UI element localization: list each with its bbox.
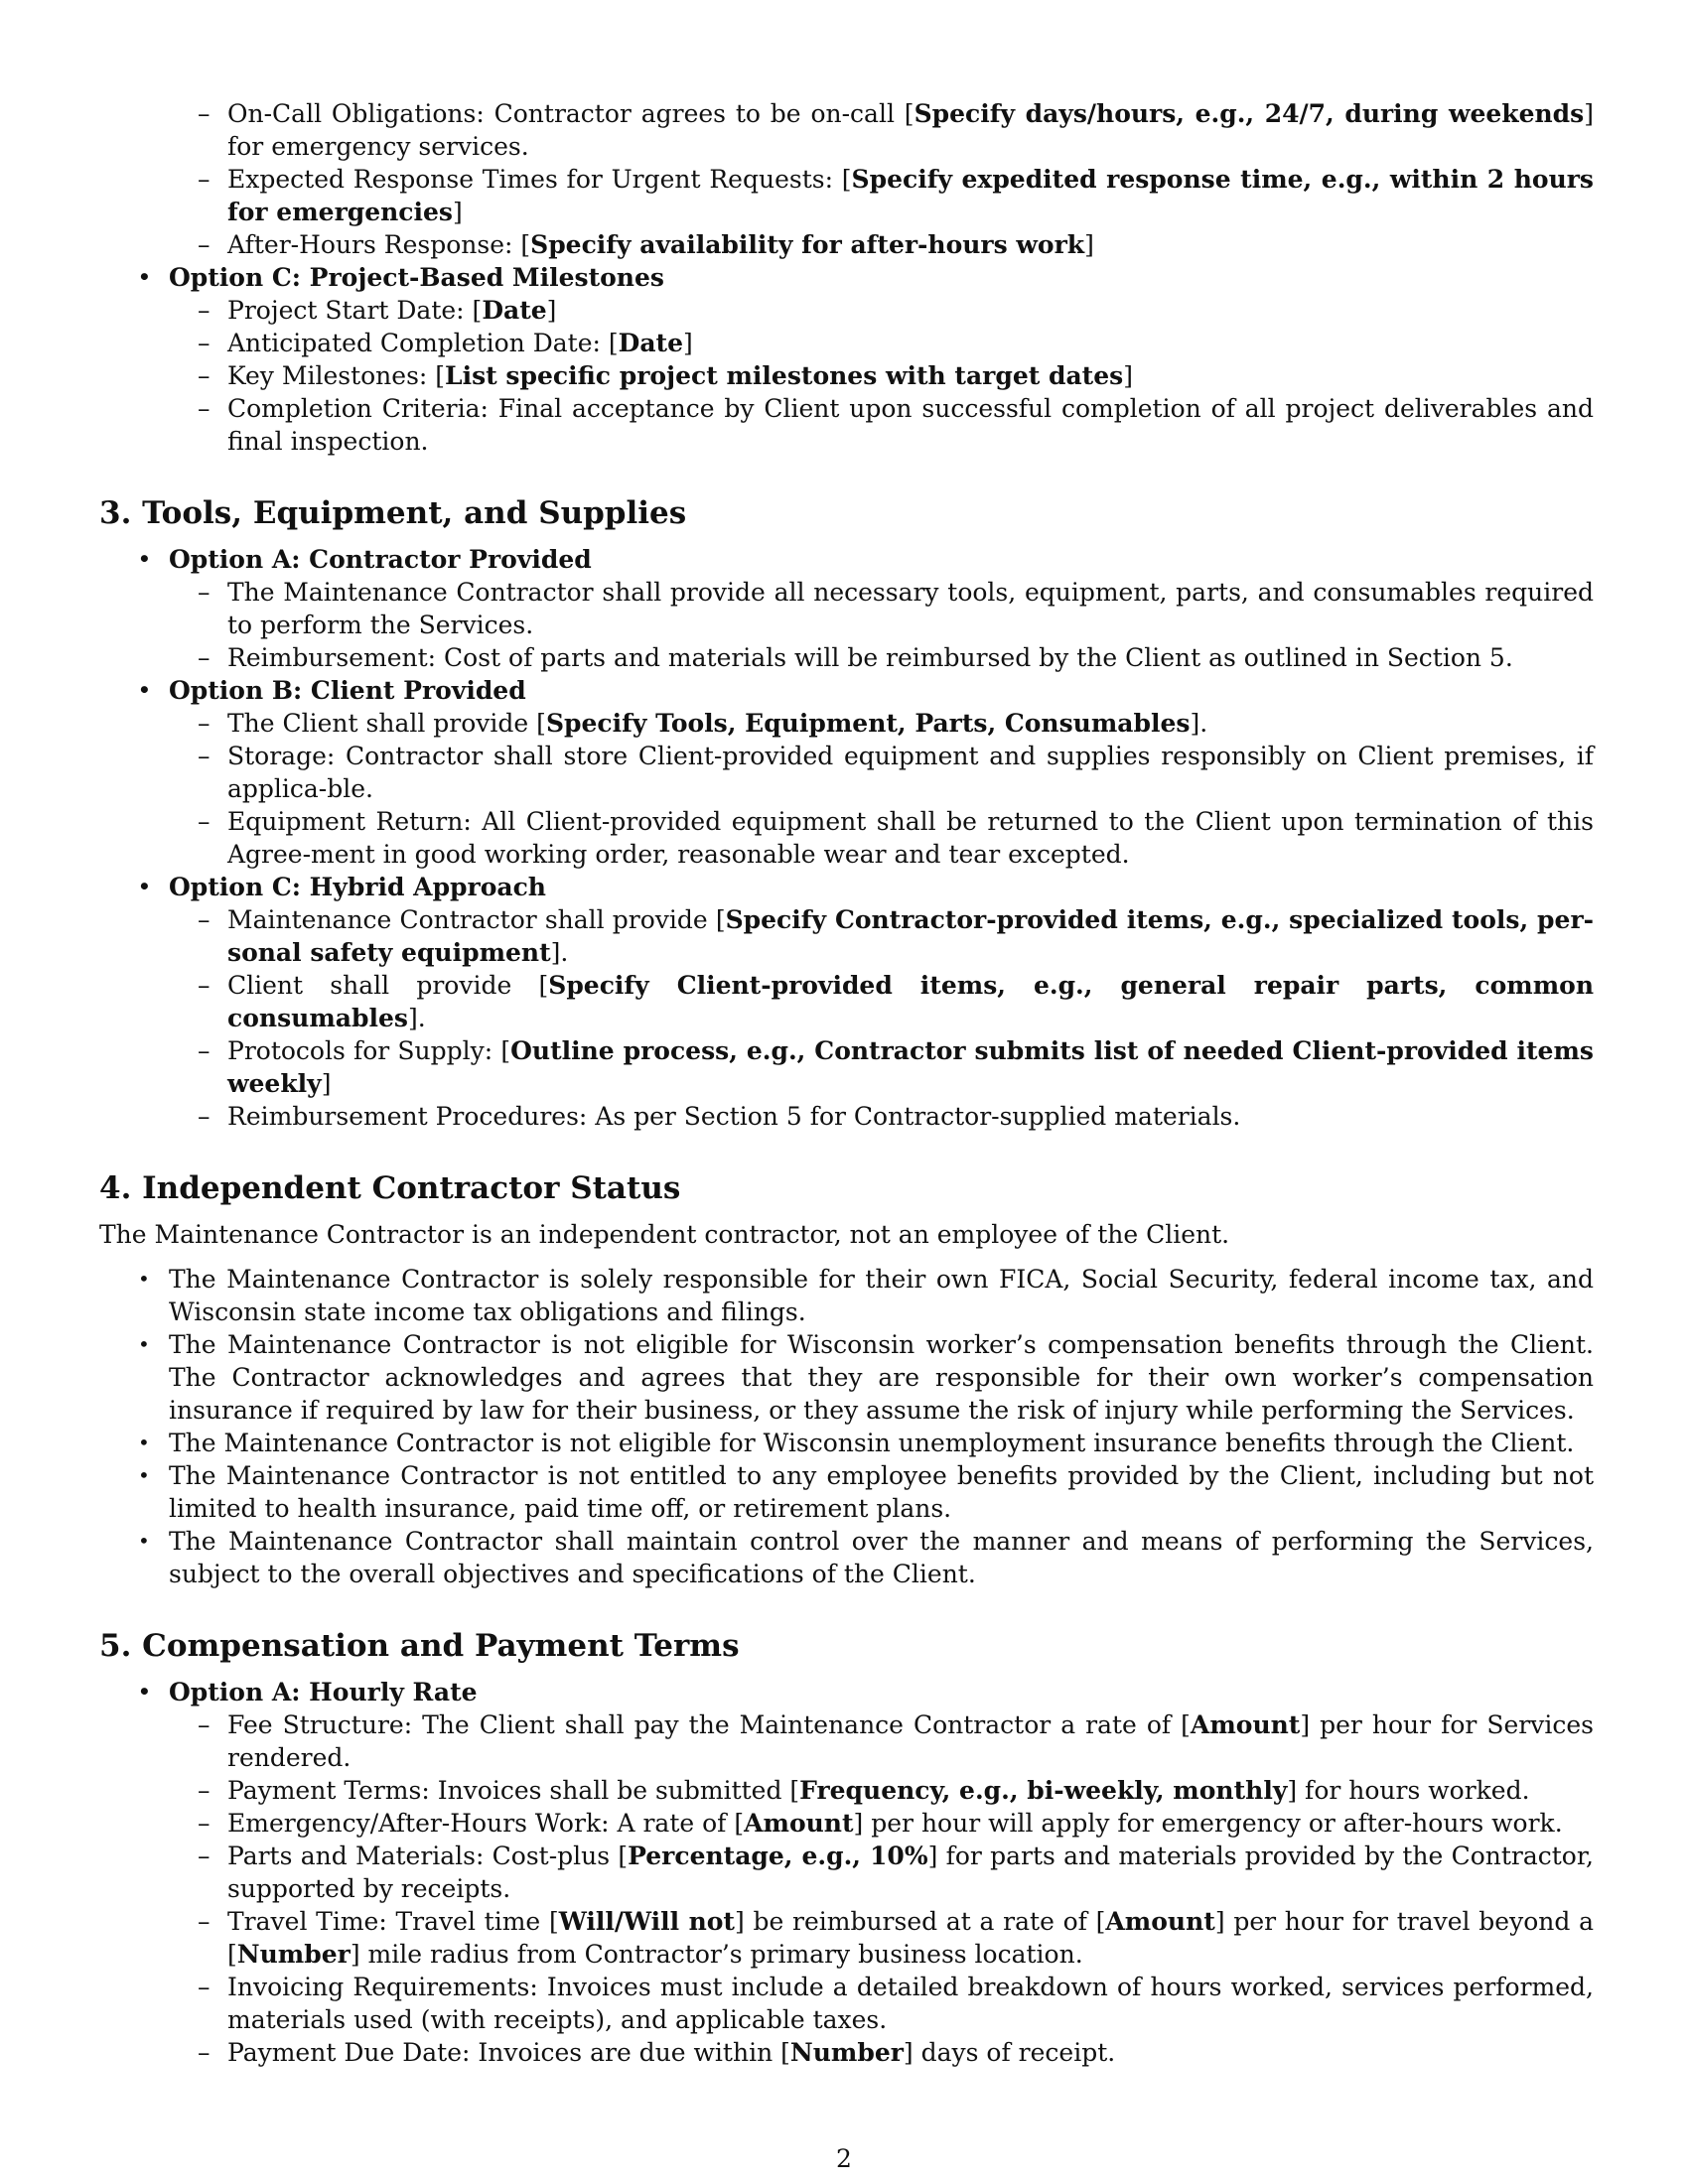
list-item: – Anticipated Completion Date: [Date]: [198, 329, 693, 357]
option-title: • Option A: Hourly Rate: [138, 1678, 478, 1706]
list-item: – Completion Criteria: Final acceptance by Client upon successful completion of all project deliverables and final inspection.: [198, 394, 1594, 456]
list-item: – Travel Time: Travel time [Will/Will not] be reimbursed at a rate of [Amount] per hour for travel beyond a [Number] mile radius from Contractor’s primary business location.: [198, 1907, 1594, 1969]
list-item: – Expected Response Times for Urgent Requests: [Specify expedited response time, e.g., within 2 hours for emergencies]: [198, 165, 1594, 226]
list-item: – Reimbursement: Cost of parts and materials will be reimbursed by the Client as outlined in Section 5.: [198, 643, 1513, 672]
section-heading: 4. Independent Contractor Status: [99, 1170, 681, 1206]
list-item: – Reimbursement Procedures: As per Section 5 for Contractor-supplied materials.: [198, 1102, 1241, 1131]
list-item: – Storage: Contractor shall store Client-provided equipment and supplies responsibly on Client premises, if applica-ble.: [198, 742, 1594, 803]
option-title: • Option B: Client Provided: [138, 676, 526, 705]
list-item: – Project Start Date: [Date]: [198, 296, 557, 325]
list-item: • The Maintenance Contractor is not eligible for Wisconsin worker’s compensation benefits through the Client. The Contractor acknowledges and agrees that they are responsible for their own worker’s compensation insurance if required by law for their business, or they assume the risk of injury while performing the Services.: [138, 1330, 1594, 1425]
list-item: – The Maintenance Contractor shall provide all necessary tools, equipment, parts, and consumables required to perform the Services.: [198, 578, 1594, 639]
list-item: – Parts and Materials: Cost-plus [Percentage, e.g., 10%] for parts and materials provided by the Contractor, supported by receipts.: [198, 1842, 1595, 1903]
list-item: – Fee Structure: The Client shall pay the Maintenance Contractor a rate of [Amount] per hour for Services rendered.: [198, 1710, 1594, 1772]
list-item: – Maintenance Contractor shall provide [Specify Contractor-provided items, e.g., specialized tools, per-sonal safety equipment].: [198, 905, 1594, 967]
page-number: 2: [836, 2144, 852, 2173]
list-item: • The Maintenance Contractor is solely responsible for their own FICA, Social Security, federal income tax, and Wisconsin state income tax obligations and filings.: [138, 1265, 1594, 1326]
document-page: [99, 97, 1594, 2069]
option-title: • Option C: Hybrid Approach: [138, 873, 546, 901]
list-item: – Emergency/After-Hours Work: A rate of [Amount] per hour will apply for emergency or after-hours work.: [198, 1809, 1563, 1838]
section-intro: The Maintenance Contractor is an independent contractor, not an employee of the Client.: [99, 1220, 1230, 1249]
list-item: – The Client shall provide [Specify Tools, Equipment, Parts, Consumables].: [198, 709, 1208, 738]
list-item: – After-Hours Response: [Specify availability for after-hours work]: [198, 230, 1094, 259]
list-item: – Invoicing Requirements: Invoices must include a detailed breakdown of hours worked, services performed, materials used (with receipts), and applicable taxes.: [198, 1973, 1594, 2034]
list-item: – Equipment Return: All Client-provided equipment shall be returned to the Client upon termination of this Agree-ment in good working order, reasonable wear and tear excepted.: [198, 807, 1594, 869]
list-item: • The Maintenance Contractor is not eligible for Wisconsin unemployment insurance benefits through the Client.: [138, 1429, 1575, 1457]
section-heading: 5. Compensation and Payment Terms: [99, 1628, 740, 1664]
list-item: – Payment Terms: Invoices shall be submitted [Frequency, e.g., bi-weekly, monthly] for hours worked.: [198, 1776, 1530, 1805]
option-c-milestones-title: • Option C: Project-Based Milestones: [138, 263, 664, 292]
list-item: – On-Call Obligations: Contractor agrees to be on-call [Specify days/hours, e.g., 24/7, during weekends] for emergency services.: [198, 99, 1595, 161]
list-item: – Protocols for Supply: [Outline process, e.g., Contractor submits list of needed Client-provided items weekly]: [198, 1036, 1594, 1098]
section-heading: 3. Tools, Equipment, and Supplies: [99, 495, 687, 531]
list-item: – Client shall provide [Specify Client-provided items, e.g., general repair parts, common consumables].: [198, 971, 1595, 1032]
list-item: – Key Milestones: [List specific project milestones with target dates]: [198, 361, 1133, 390]
list-item: • The Maintenance Contractor is not entitled to any employee benefits provided by the Client, including but not limited to health insurance, paid time off, or retirement plans.: [138, 1461, 1594, 1523]
option-title: • Option A: Contractor Provided: [138, 545, 592, 574]
list-item: • The Maintenance Contractor shall maintain control over the manner and means of performing the Services, subject to the overall objectives and specifications of the Client.: [138, 1527, 1594, 1588]
list-item: – Payment Due Date: Invoices are due within [Number] days of receipt.: [198, 2038, 1116, 2067]
